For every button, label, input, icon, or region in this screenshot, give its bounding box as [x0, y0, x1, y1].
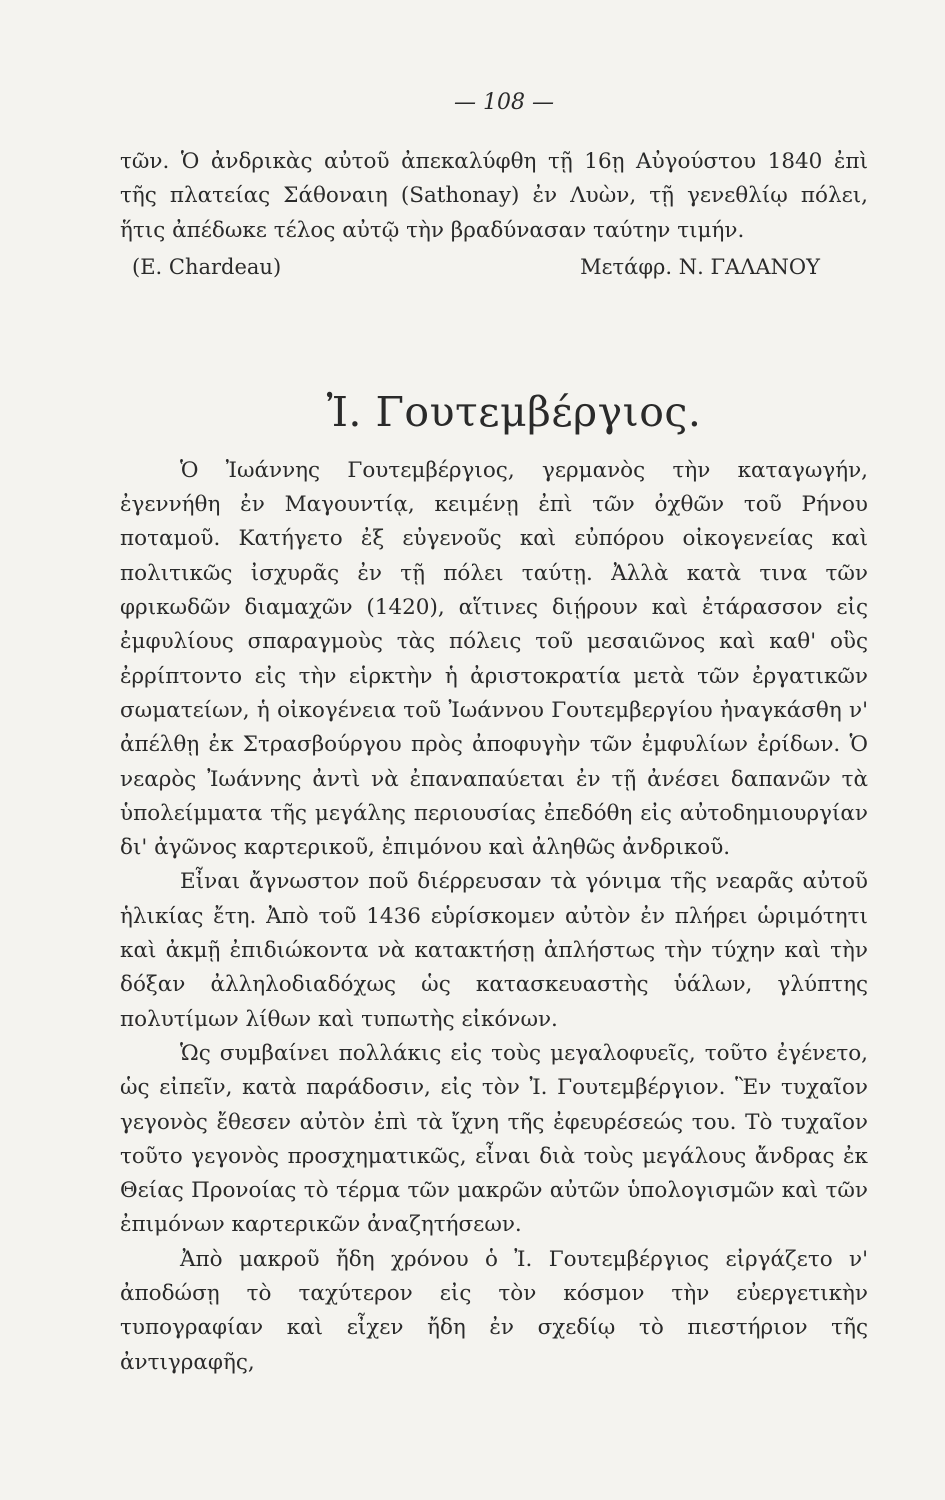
- article-title: Ἰ. Γουτεμβέργιος.: [326, 387, 702, 436]
- previous-article-closing: τῶν. Ὁ ἀνδρικὰς αὐτοῦ ἀπεκαλύφθη τῇ 16ῃ Αὐγούστου 1840 ἐπὶ τῆς πλατείας Σάθοναιη (Sathonay) ἐν Λυὼν, τῇ γενεθλίῳ πόλει, ἥτις ἀπέδωκε τέλος αὐτῷ τὴν βραδύνασαν ταύτην τιμήν.: [120, 149, 868, 243]
- page-number: — 108 —: [454, 90, 554, 115]
- paragraph-1: Ὁ Ἰωάννης Γουτεμβέργιος, γερμανὸς τὴν καταγωγήν, ἐγεννήθη ἐν Μαγουντίᾳ, κειμένῃ ἐπὶ τῶν ὀχθῶν τοῦ Ρήνου ποταμοῦ. Κατήγετο ἐξ εὐγενοῦς καὶ εὐπόρου οἰκογενείας καὶ πολιτικῶς ἰσχυρᾶς ἐν τῇ πόλει ταύτῃ. Ἀλλὰ κατὰ τινα τῶν φρικωδῶν διαμαχῶν (1420), αἵτινες διῄρουν καὶ ἐτάρασσον εἰς ἐμφυλίους σπαραγμοὺς τὰς πόλεις τοῦ μεσαιῶνος καὶ καθ' οὓς ἐρρίπτοντο εἰς τὴν εἱρκτὴν ἡ ἀριστοκρατία μετὰ τῶν ἐργατικῶν σωματείων, ἡ οἰκογένεια τοῦ Ἰωάννου Γουτεμβεργίου ἠναγκάσθη ν' ἀπέλθῃ ἐκ Στρασβούργου πρὸς ἀποφυγὴν τῶν ἐμφυλίων ἐρίδων. Ὁ νεαρὸς Ἰωάννης ἀντὶ νὰ ἐπαναπαύεται ἐν τῇ ἀνέσει δαπανῶν τὰ ὑπολείμματα τῆς μεγάλης περιουσίας ἐπεδόθη εἰς αὐτοδημιουργίαν δι' ἀγῶνος καρτερικοῦ, ἐπιμόνου καὶ ἀληθῶς ἀνδρικοῦ.: [120, 457, 868, 861]
- credits-line: [120, 250, 868, 284]
- paragraph-4: Ἀπὸ μακροῦ ἤδη χρόνου ὁ Ἰ. Γουτεμβέργιος εἰργάζετο ν' ἀποδώσῃ τὸ ταχύτερον εἰς τὸν κόσμον τὴν εὐεργετικὴν τυπογραφίαν καὶ εἶχεν ἤδη ἐν σχεδίῳ τὸ πιεστήριον τῆς ἀντιγραφῆς,: [120, 1246, 868, 1375]
- article-body: [120, 454, 868, 1380]
- author-credit: (E. Chardeau): [132, 254, 282, 279]
- translator-credit: Μετάφρ. Ν. ΓΑΛΑΝΟΥ: [580, 254, 820, 279]
- book-page: [120, 90, 868, 1380]
- paragraph-3: Ὡς συμβαίνει πολλάκις εἰς τοὺς μεγαλοφυεῖς, τοῦτο ἐγένετο, ὡς εἰπεῖν, κατὰ παράδοσιν, εἰς τὸν Ἰ. Γουτεμβέργιον. Ἓν τυχαῖον γεγονὸς ἔθεσεν αὐτὸν ἐπὶ τὰ ἴχνη τῆς ἐφευρέσεώς του. Τὸ τυχαῖον τοῦτο γεγονὸς προσχηματικῶς, εἶναι διὰ τοὺς μεγάλους ἄνδρας ἐκ Θείας Προνοίας τὸ τέρμα τῶν μακρῶν αὐτῶν ὑπολογισμῶν καὶ τῶν ἐπιμόνων καρτερικῶν ἀναζητήσεων.: [120, 1040, 868, 1238]
- paragraph-2: Εἶναι ἄγνωστον ποῦ διέρρευσαν τὰ γόνιμα τῆς νεαρᾶς αὐτοῦ ἡλικίας ἔτη. Ἀπὸ τοῦ 1436 εὑρίσκομεν αὐτὸν ἐν πλήρει ὡριμότητι καὶ ἀκμῇ ἐπιδιώκοντα νὰ κατακτήσῃ ἀπλήστως τὴν τύχην καὶ τὴν δόξαν ἀλληλοδιαδόχως ὡς κατασκευαστὴς ὑάλων, γλύπτης πολυτίμων λίθων καὶ τυπωτὴς εἰκόνων.: [120, 869, 868, 1032]
